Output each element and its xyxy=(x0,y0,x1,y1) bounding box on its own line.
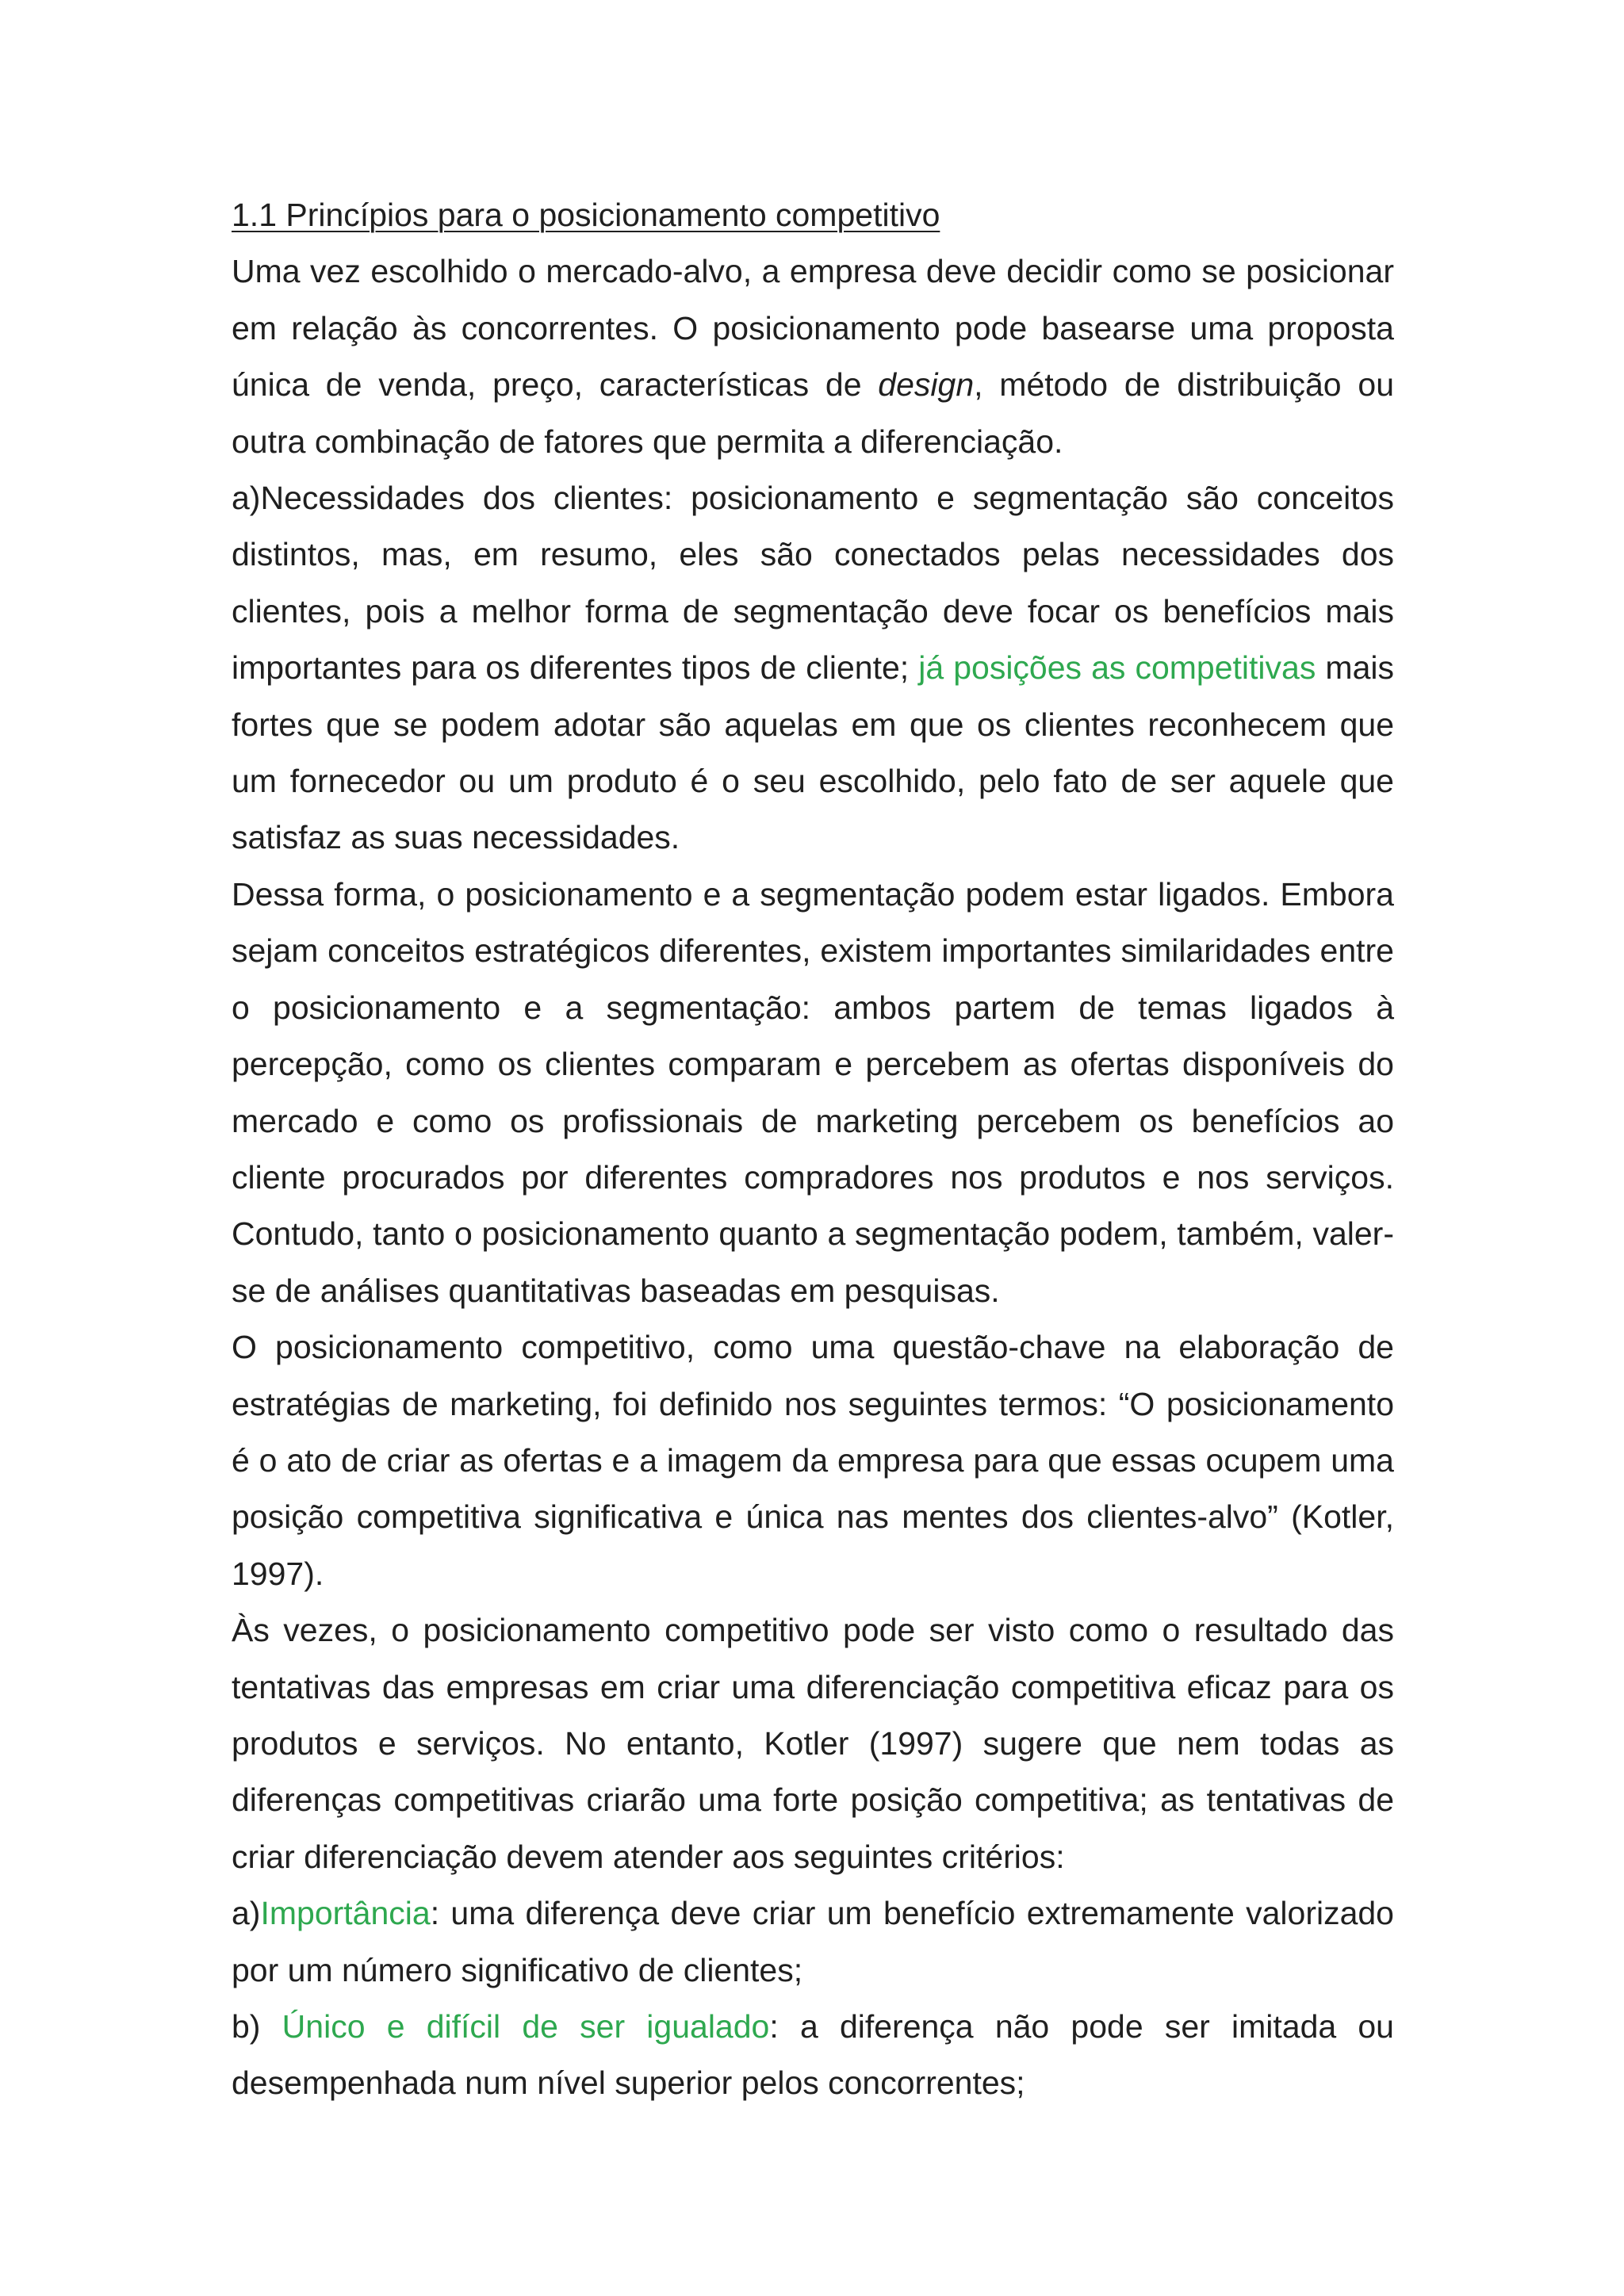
paragraph-differentiation: Às vezes, o posicionamento competitivo pode ser visto como o resultado das tentativas das empresas em criar uma diferenciação competitiva eficaz para os produtos e serviços. No entanto, Kotler (1997) sugere que nem todas as diferenças competitivas criarão uma forte posição competitiva; as tentativas de criar diferenciação devem atender aos seguintes critérios: xyxy=(232,1612,1394,1875)
highlighted-text: já posições as competitivas xyxy=(918,649,1316,687)
paragraph-text: , método de distribuição ou outra combinação de fatores que permita a diferenciação. xyxy=(232,366,1395,460)
list-marker: b) xyxy=(232,2008,282,2045)
paragraph-text: Uma vez escolhido o mercado-alvo, a empresa deve decidir como se posicionar em relação às concorrentes. O posicionamento pode basearse uma proposta única de venda, preço, características de xyxy=(232,253,1394,404)
section-heading: 1.1 Princípios para o posicionamento competitivo xyxy=(232,197,940,233)
paragraph-target-market xyxy=(232,243,1394,470)
highlighted-text: Único e difícil de ser igualado xyxy=(282,2008,770,2045)
paragraph-text: : uma diferença deve criar um benefício extremamente valorizado por um número significativo de clientes; xyxy=(232,1895,1394,1988)
list-marker: a) xyxy=(232,1895,261,1932)
emphasis-text: design xyxy=(878,366,975,404)
paragraph-customer-needs xyxy=(232,470,1394,867)
paragraph-kotler-definition: O posicionamento competitivo, como uma questão-chave na elaboração de estratégias de marketing, foi definido nos seguintes termos: “O posicionamento é o ato de criar as ofertas e a imagem da empresa para que essas ocupem uma posição competitiva significativa e única nas mentes dos clientes-alvo” (Kotler, 1997). xyxy=(232,1329,1394,1592)
paragraph-positioning-segmentation: Dessa forma, o posicionamento e a segmentação podem estar ligados. Embora sejam conceitos estratégicos diferentes, existem importantes similaridades entre o posicionamento e a segmentação: ambos partem de temas ligados à percepção, como os clientes comparam e percebem as ofertas disponíveis do mercado e como os profissionais de marketing percebem os benefícios ao cliente procurados por diferentes compradores nos produtos e nos serviços. Contudo, tanto o posicionamento quanto a segmentação podem, também, valer-se de análises quantitativas baseadas em pesquisas. xyxy=(232,875,1394,1309)
paragraph-text: mais fortes que se podem adotar são aquelas em que os clientes reconhecem que um fornecedor ou um produto é o seu escolhido, pelo fato de ser aquele que satisfaz as suas necessidades. xyxy=(232,649,1394,856)
highlighted-text: Importância xyxy=(260,1895,431,1932)
document-body xyxy=(232,187,1394,2112)
criterion-unique xyxy=(232,1999,1394,2112)
paragraph-text: a)Necessidades dos clientes: posicionamento e segmentação são conceitos distintos, mas, em resumo, eles são conectados pelas necessidades dos clientes, pois a melhor forma de segmentação deve focar os benefícios mais importantes para os diferentes tipos de cliente; xyxy=(232,480,1394,687)
criterion-importance xyxy=(232,1885,1394,1999)
paragraph-text: : a diferença não pode ser imitada ou desempenhada num nível superior pelos concorrentes; xyxy=(232,2008,1394,2102)
